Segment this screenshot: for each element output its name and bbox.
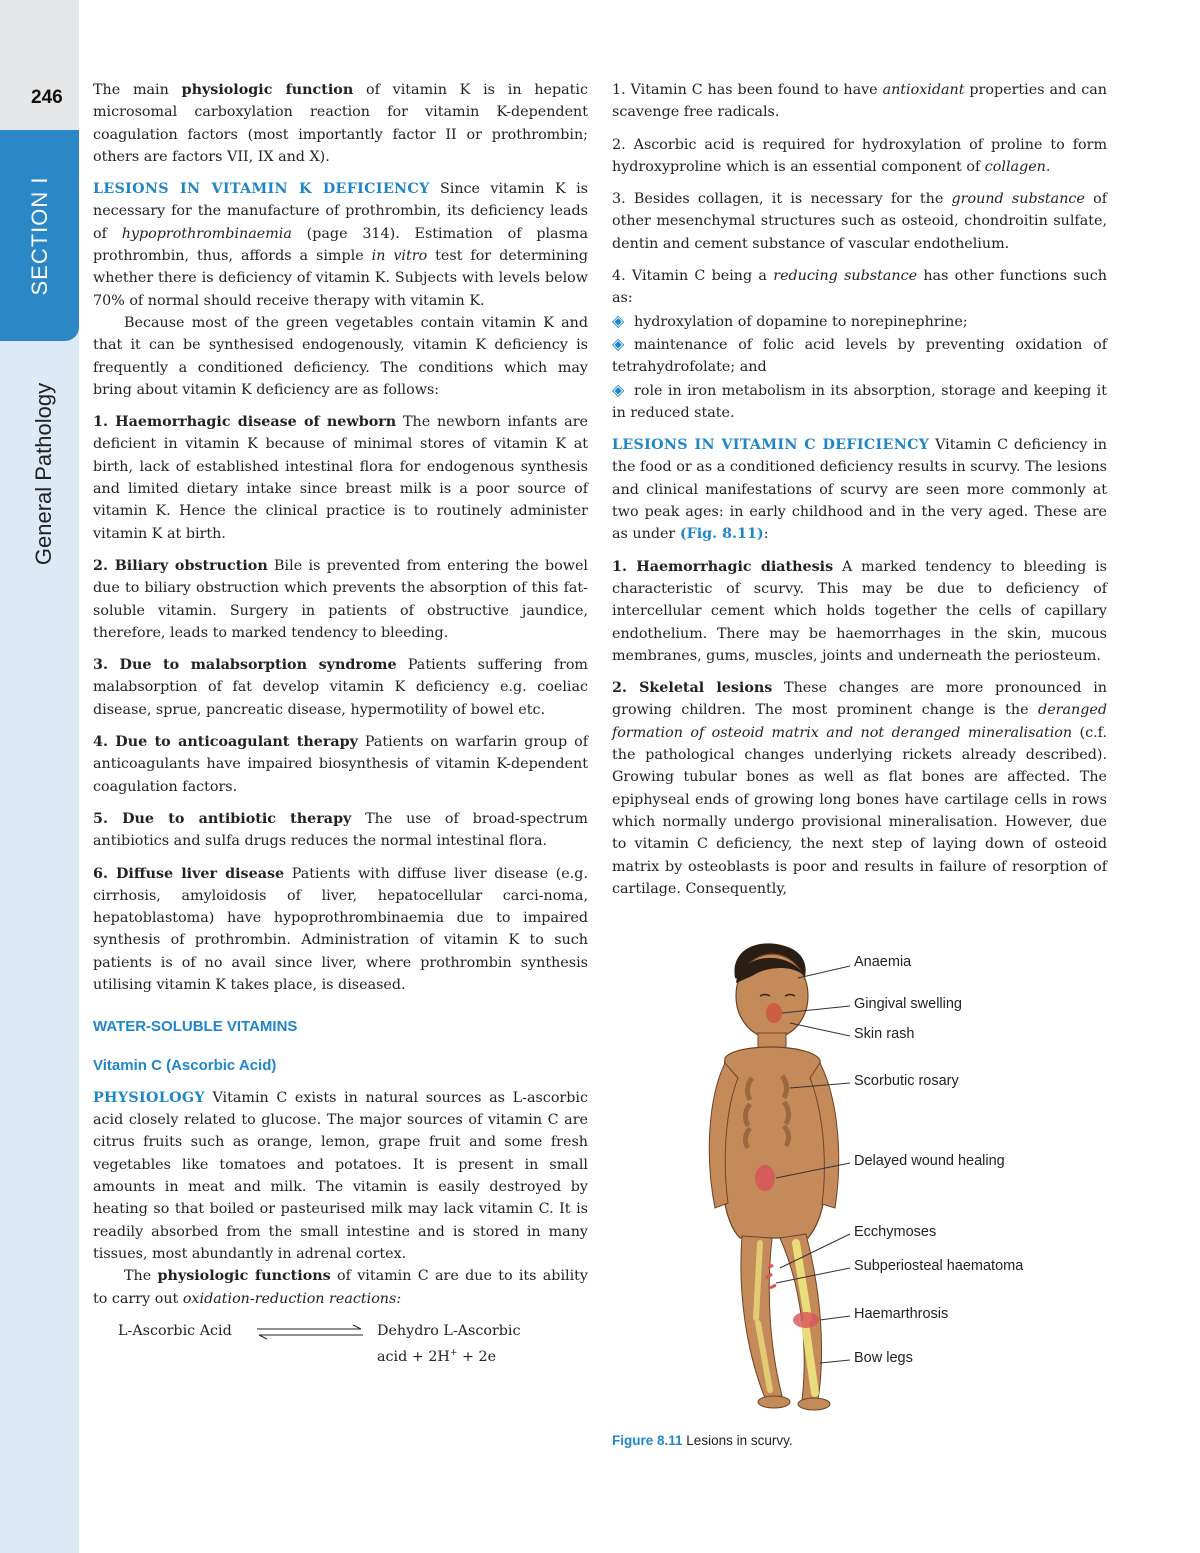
green-veg-paragraph: Because most of the green vegetables contain vitamin K and that it can be synthesised endogenously, vitamin K deficiency is frequently a conditioned deficiency. The conditions which may bring about vitamin K deficiency are as follows:	[93, 314, 588, 398]
lesions-k-heading: LESIONS IN VITAMIN K DEFICIENCY	[93, 181, 430, 198]
lesions-c-heading: LESIONS IN VITAMIN C DEFICIENCY	[612, 437, 930, 454]
redox-equation	[93, 1320, 588, 1372]
label-gingival-swelling: Gingival swelling	[854, 996, 962, 1012]
list-item: ◈ hydroxylation of dopamine to norepinephrine;	[612, 310, 1107, 333]
list-item: ◈ role in iron metabolism in its absorption, storage and keeping it in reduced state.	[612, 379, 1107, 421]
label-subperiosteal-haematoma: Subperiosteal haematoma	[854, 1258, 1024, 1274]
equation-left: L-Ascorbic Acid	[118, 1322, 232, 1339]
label-ecchymoses: Ecchymoses	[854, 1224, 937, 1240]
section-label: SECTION I	[27, 176, 52, 296]
k-item-4: 4. Due to anticoagulant therapy Patients on warfarin group of anticoagulants have impaired biosynthesis of vitamin K-dependent coagulation factors.	[93, 734, 588, 795]
figure-caption: Figure 8.11 Lesions in scurvy.	[612, 1433, 793, 1448]
vitamin-c-heading: Vitamin C (Ascorbic Acid)	[93, 1056, 277, 1074]
vitc-function-4: 4. Vitamin C being a reducing substance has other functions such as:	[612, 268, 1108, 307]
figure-reference-link[interactable]: (Fig. 8.11)	[679, 526, 764, 543]
vitc-function-2: 2. Ascorbic acid is required for hydroxylation of proline to form hydroxyproline which is an essential component of collagen.	[612, 136, 1107, 175]
haemorrhagic-diathesis-paragraph: 1. Haemorrhagic diathesis A marked tendency to bleeding is characteristic of scurvy. This may be due to deficiency of intercellular cement which holds together the cells of capillary endothelium. There may be haemorrhages in the skin, mucous membranes, gums, muscles, joints and underneath the periosteum.	[612, 558, 1107, 664]
diamond-bullet-icon: ◈	[612, 310, 625, 330]
k-item-2: 2. Biliary obstruction Bile is prevented from entering the bowel due to biliary obstruction which prevents the absorption of this fat-soluble vitamin. Surgery in patients of obstructive jaundice, therefore, leads to marked tendency to bleeding.	[93, 557, 588, 641]
label-anaemia: Anaemia	[854, 954, 912, 970]
part-title: General Pathology	[31, 382, 56, 566]
label-skin-rash: Skin rash	[854, 1026, 915, 1042]
k-item-1: 1. Haemorrhagic disease of newborn The newborn infants are deficient in vitamin K because of minimal stores of vitamin K at birth, lack of established intestinal flora for endogenous synthesis and limited dietary intake since breast milk is a poor source of vitamin K. Hence the clinical practice is to routinely administer vitamin K at birth.	[93, 414, 588, 542]
page-number: 246	[0, 0, 79, 130]
left-column	[93, 79, 588, 1372]
label-haemarthrosis: Haemarthrosis	[854, 1306, 949, 1322]
vitc-function-1: 1. Vitamin C has been found to have antioxidant properties and can scavenge free radicals.	[612, 82, 1107, 121]
k-item-6: 6. Diffuse liver disease Patients with diffuse liver disease (e.g. cirrhosis, amyloidosis of liver, hepatocellular carci-noma, hepatoblastoma) have hypoprothrombinaemia due to impaired synthesis of prothrombin. Administration of vitamin K to such patients is of no avail since liver, where prothrombin synthesis utilising vitamin K takes place, is diseased.	[93, 865, 588, 993]
lesions-c-paragraph: LESIONS IN VITAMIN C DEFICIENCY Vitamin C deficiency in the food or as a conditioned deficiency results in scurvy. The lesions and clinical manifestations of scurvy are seen more commonly at two peak ages: in early childhood and in the very aged. These are as under (Fig. 8.11):	[612, 437, 1107, 543]
k-item-5: 5. Due to antibiotic therapy The use of broad-spectrum antibiotics and sulfa drugs reduces the normal intestinal flora.	[93, 810, 588, 850]
bullet-list	[612, 310, 1107, 424]
water-soluble-heading: WATER-SOLUBLE VITAMINS	[93, 1018, 298, 1036]
equation-right: Dehydro L-Ascorbic	[377, 1322, 521, 1339]
equilibrium-arrow-icon	[255, 1324, 365, 1340]
diamond-bullet-icon: ◈	[612, 379, 625, 399]
scurvy-figure	[690, 938, 1080, 1418]
k-item-3: 3. Due to malabsorption syndrome Patients suffering from malabsorption of fat develop vitamin K deficiency e.g. coeliac disease, sprue, pancreatic disease, hypermotility of bowel etc.	[93, 657, 588, 718]
intro-paragraph: The main physiologic function of vitamin K is in hepatic microsomal carboxylation reaction for vitamin K-dependent coagulation factors (most importantly factor II or prothrombin; others are factors VII, IX and X).	[93, 82, 588, 165]
functions-paragraph: The physiologic functions of vitamin C are due to its ability to carry out oxidation-reduction reactions:	[93, 1268, 589, 1307]
vitc-function-3: 3. Besides collagen, it is necessary for the ground substance of other mesenchymal structures such as osteoid, chondroitin sulfate, dentin and cement substance of vascular endothelium.	[612, 191, 1108, 252]
lesions-k-paragraph: LESIONS IN VITAMIN K DEFICIENCY Since vitamin K is necessary for the manufacture of prothrombin, its deficiency leads of hypoprothrombinaemia (page 314). Estimation of plasma prothrombin, thus, affords a simple in vitro test for determining whether there is deficiency of vitamin K. Subjects with levels below 70% of normal should receive therapy with vitamin K.	[93, 181, 589, 309]
label-delayed-wound-healing: Delayed wound healing	[854, 1153, 1005, 1169]
list-item: ◈ maintenance of folic acid levels by preventing oxidation of tetrahydrofolate; and	[612, 333, 1107, 376]
label-bow-legs: Bow legs	[854, 1350, 913, 1366]
physiology-heading: PHYSIOLOGY	[93, 1089, 205, 1106]
equation-right-line2: acid + 2H+ + 2e	[377, 1347, 497, 1365]
label-scorbutic-rosary: Scorbutic rosary	[854, 1073, 959, 1089]
skeletal-lesions-paragraph: 2. Skeletal lesions These changes are more pronounced in growing children. The most prominent change is the deranged formation of osteoid matrix and not deranged mineralisation (c.f. the pathological changes underlying rickets already described). Growing tubular bones as well as flat bones are affected. The epiphyseal ends of growing long bones have cartilage cells in rows which normally undergo provisional mineralisation. However, due to vitamin C deficiency, the next step of laying down of osteoid matrix by osteoblasts is poor and results in failure of resorption of cartilage. Consequently,	[612, 680, 1107, 897]
physiology-paragraph: PHYSIOLOGY Vitamin C exists in natural sources as L-ascorbic acid closely related to glucose. The major sources of vitamin C are citrus fruits such as orange, lemon, grape fruit and some fresh vegetables like tomatoes and potatoes. It is present in small amounts in meat and milk. The vitamin is easily destroyed by heating so that boiled or pasteurised milk may lack vitamin C. It is readily absorbed from the small intestine and is stored in many tissues, most abundantly in adrenal cortex.	[93, 1089, 588, 1262]
right-column	[612, 79, 1107, 910]
diamond-bullet-icon: ◈	[612, 333, 625, 353]
